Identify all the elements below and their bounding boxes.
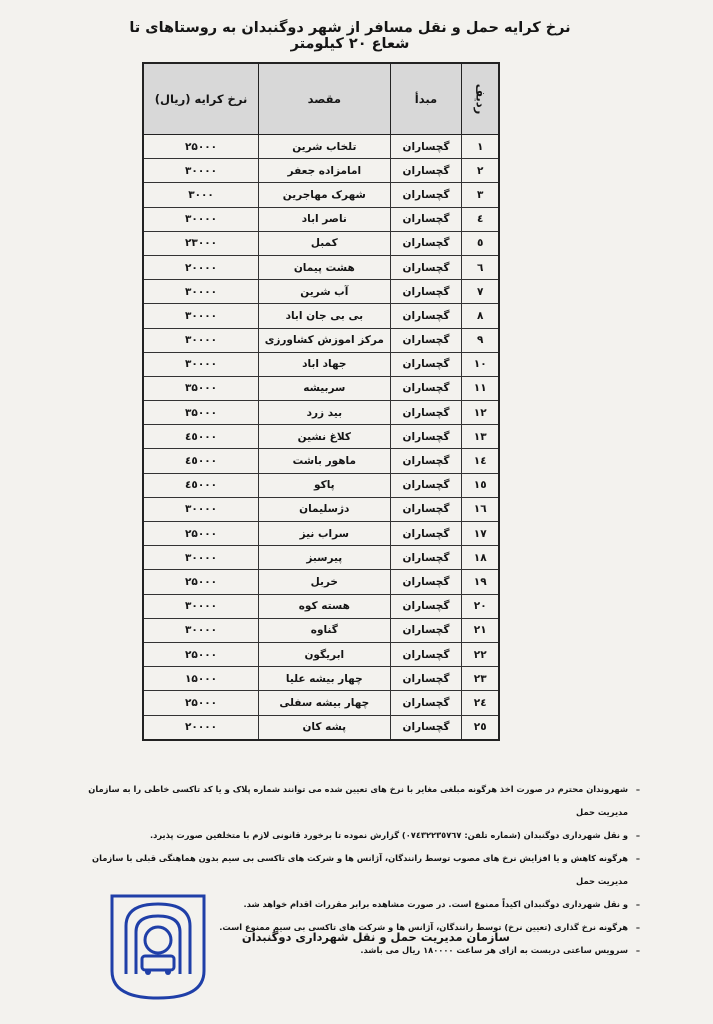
destination-cell: سربیشه bbox=[259, 376, 391, 400]
row-number-cell: ۱۰ bbox=[462, 352, 499, 376]
note-item: – و نقل شهرداری دوگنبدان اکیداً ممنوع است. در صورت مشاهده برابر مقررات اقدام خواهد شد. bbox=[70, 893, 640, 916]
destination-cell: تلخاب شرین bbox=[259, 135, 391, 159]
origin-cell: گچساران bbox=[390, 280, 462, 304]
fare-cell: ۲۰۰۰۰ bbox=[143, 715, 259, 740]
table-row bbox=[143, 280, 499, 304]
row-number-cell: ۲٤ bbox=[462, 691, 499, 715]
destination-cell: بی بی جان اباد bbox=[259, 304, 391, 328]
fare-table bbox=[142, 62, 500, 741]
row-number-cell: ۱۹ bbox=[462, 570, 499, 594]
row-number-cell: ۱۳ bbox=[462, 425, 499, 449]
row-number-cell: ۲ bbox=[462, 159, 499, 183]
origin-cell: گچساران bbox=[390, 546, 462, 570]
row-number-cell: ۹ bbox=[462, 328, 499, 352]
origin-cell: گچساران bbox=[390, 231, 462, 255]
row-number-cell: ۱۷ bbox=[462, 522, 499, 546]
fare-cell: ۳۰۰۰۰ bbox=[143, 304, 259, 328]
table-row bbox=[143, 715, 499, 740]
row-number-cell: ۱ bbox=[462, 135, 499, 159]
row-number-cell: ۱٦ bbox=[462, 497, 499, 521]
fare-cell: ۲۵۰۰۰ bbox=[143, 642, 259, 666]
fare-cell: ۳۰۰۰۰ bbox=[143, 207, 259, 231]
fare-cell: ۳۵۰۰۰ bbox=[143, 401, 259, 425]
note-item: – و نقل شهرداری دوگنبدان (شماره تلفن: ۰۷٤۳۲۲۳٥۷٦۷) گزارش نموده تا برخورد قانونی لازم با متخلفین صورت پذیرد. bbox=[70, 824, 640, 847]
destination-cell: سراب نیز bbox=[259, 522, 391, 546]
origin-cell: گچساران bbox=[390, 473, 462, 497]
table-row bbox=[143, 207, 499, 231]
fare-cell: ۱۵۰۰۰ bbox=[143, 667, 259, 691]
destination-cell: مرکز اموزش کشاورزی bbox=[259, 328, 391, 352]
note-item: – هرگونه کاهش و یا افزایش نرخ های مصوب توسط رانندگان، آژانس ها و شرکت های تاکسی بی سیم بدون هماهنگی قبلی با سازمان مدیریت حمل bbox=[70, 847, 640, 893]
row-number-cell: ۸ bbox=[462, 304, 499, 328]
origin-cell: گچساران bbox=[390, 522, 462, 546]
destination-header: مقصد bbox=[259, 63, 391, 135]
fare-cell: ۳۰۰۰۰ bbox=[143, 328, 259, 352]
destination-cell: پشه کان bbox=[259, 715, 391, 740]
table-row bbox=[143, 667, 499, 691]
table-row bbox=[143, 425, 499, 449]
row-number-cell: ٥ bbox=[462, 231, 499, 255]
row-number-cell: ۲۰ bbox=[462, 594, 499, 618]
table-row bbox=[143, 473, 499, 497]
origin-header: مبدأ bbox=[390, 63, 462, 135]
fare-cell: ۳۰۰۰۰ bbox=[143, 159, 259, 183]
destination-cell: هسته کوه bbox=[259, 594, 391, 618]
origin-cell: گچساران bbox=[390, 449, 462, 473]
origin-cell: گچساران bbox=[390, 328, 462, 352]
fare-cell: ۲۵۰۰۰ bbox=[143, 570, 259, 594]
origin-cell: گچساران bbox=[390, 715, 462, 740]
row-number-cell: ۷ bbox=[462, 280, 499, 304]
origin-cell: گچساران bbox=[390, 401, 462, 425]
origin-cell: گچساران bbox=[390, 304, 462, 328]
table-row bbox=[143, 376, 499, 400]
table-row bbox=[143, 231, 499, 255]
table-row bbox=[143, 183, 499, 207]
fare-cell: ۳۰۰۰۰ bbox=[143, 352, 259, 376]
table-row bbox=[143, 135, 499, 159]
table-row bbox=[143, 546, 499, 570]
table-row bbox=[143, 642, 499, 666]
row-number-cell: ۲۱ bbox=[462, 618, 499, 642]
municipal-stamp-logo bbox=[92, 876, 224, 1008]
origin-cell: گچساران bbox=[390, 159, 462, 183]
destination-cell: شهرک مهاجرین bbox=[259, 183, 391, 207]
fare-cell: ۳۰۰۰۰ bbox=[143, 618, 259, 642]
fare-cell: ۳۰۰۰۰ bbox=[143, 546, 259, 570]
destination-cell: آب شرین bbox=[259, 280, 391, 304]
row-number-cell: ۱٤ bbox=[462, 449, 499, 473]
destination-cell: چهار بیشه سفلی bbox=[259, 691, 391, 715]
signature-line: سازمان مدیریت حمل و نقل شهرداری دوگنبدان bbox=[241, 930, 510, 944]
destination-cell: پاکو bbox=[259, 473, 391, 497]
row-number-cell: ۲۳ bbox=[462, 667, 499, 691]
fare-cell: ۳۵۰۰۰ bbox=[143, 376, 259, 400]
origin-cell: گچساران bbox=[390, 618, 462, 642]
destination-cell: امامزاده جعفر bbox=[259, 159, 391, 183]
fare-cell: ۲۵۰۰۰ bbox=[143, 135, 259, 159]
fare-cell: ۳۰۰۰ bbox=[143, 183, 259, 207]
destination-cell: دژسلیمان bbox=[259, 497, 391, 521]
table-row bbox=[143, 449, 499, 473]
destination-cell: هشت پیمان bbox=[259, 255, 391, 279]
note-item: – هرگونه نرخ گذاری (تعیین نرخ) توسط رانندگان، آژانس ها و شرکت های تاکسی بی سیم ممنوع است. bbox=[70, 916, 640, 939]
page-title: نرخ کرایه حمل و نقل مسافر از شهر دوگنبدان به روستاهای تا شعاع ۲۰ کیلومتر bbox=[129, 20, 571, 52]
origin-cell: گچساران bbox=[390, 376, 462, 400]
table-row bbox=[143, 328, 499, 352]
fare-cell: ۲۵۰۰۰ bbox=[143, 691, 259, 715]
origin-cell: گچساران bbox=[390, 207, 462, 231]
origin-cell: گچساران bbox=[390, 667, 462, 691]
row-number-cell: ۱۸ bbox=[462, 546, 499, 570]
fare-cell: ٤٥۰۰۰ bbox=[143, 425, 259, 449]
note-item: – شهروندان محترم در صورت اخذ هرگونه مبلغی مغایر با نرخ های تعیین شده می توانند شماره پلاک و یا کد تاکسی خاطی را به سازمان مدیریت حمل bbox=[70, 778, 640, 824]
origin-cell: گچساران bbox=[390, 183, 462, 207]
origin-cell: گچساران bbox=[390, 497, 462, 521]
destination-cell: کلاغ نشین bbox=[259, 425, 391, 449]
destination-cell: کمبل bbox=[259, 231, 391, 255]
destination-cell: پیرسبز bbox=[259, 546, 391, 570]
row-number-cell: ۲٥ bbox=[462, 715, 499, 740]
fare-cell: ٤٥۰۰۰ bbox=[143, 449, 259, 473]
table-row bbox=[143, 691, 499, 715]
destination-cell: ابریگون bbox=[259, 642, 391, 666]
table-row bbox=[143, 497, 499, 521]
fare-header: نرخ کرایه (ریال) bbox=[143, 63, 259, 135]
row-number-cell: ۱۲ bbox=[462, 401, 499, 425]
destination-cell: خربل bbox=[259, 570, 391, 594]
note-item: – سرویس ساعتی دربست به ازای هر ساعت ۱۸۰۰۰۰ ریال می باشد. bbox=[70, 939, 640, 962]
origin-cell: گچساران bbox=[390, 691, 462, 715]
fare-cell: ٤٥۰۰۰ bbox=[143, 473, 259, 497]
table-row bbox=[143, 522, 499, 546]
destination-cell: گناوه bbox=[259, 618, 391, 642]
table-header-row bbox=[143, 63, 499, 135]
origin-cell: گچساران bbox=[390, 352, 462, 376]
table-row bbox=[143, 159, 499, 183]
table-row bbox=[143, 570, 499, 594]
fare-cell: ۲۵۰۰۰ bbox=[143, 522, 259, 546]
row-number-cell: ٦ bbox=[462, 255, 499, 279]
destination-cell: بید زرد bbox=[259, 401, 391, 425]
table-row bbox=[143, 594, 499, 618]
fare-cell: ۳۰۰۰۰ bbox=[143, 280, 259, 304]
origin-cell: گچساران bbox=[390, 594, 462, 618]
destination-cell: ماهور باشت bbox=[259, 449, 391, 473]
destination-cell: چهار بیشه علیا bbox=[259, 667, 391, 691]
table-row bbox=[143, 401, 499, 425]
row-number-cell: ۱۱ bbox=[462, 376, 499, 400]
fare-cell: ۳۰۰۰۰ bbox=[143, 594, 259, 618]
fare-cell: ۲۳۰۰۰ bbox=[143, 231, 259, 255]
origin-cell: گچساران bbox=[390, 135, 462, 159]
origin-cell: گچساران bbox=[390, 255, 462, 279]
table-row bbox=[143, 352, 499, 376]
table-row bbox=[143, 618, 499, 642]
fare-cell: ۲۰۰۰۰ bbox=[143, 255, 259, 279]
destination-cell: ناصر اباد bbox=[259, 207, 391, 231]
row-number-cell: ٤ bbox=[462, 207, 499, 231]
row-number-cell: ۳ bbox=[462, 183, 499, 207]
origin-cell: گچساران bbox=[390, 425, 462, 449]
table-row bbox=[143, 304, 499, 328]
origin-cell: گچساران bbox=[390, 570, 462, 594]
table-row bbox=[143, 255, 499, 279]
origin-cell: گچساران bbox=[390, 642, 462, 666]
row-number-cell: ۱٥ bbox=[462, 473, 499, 497]
fare-cell: ۳۰۰۰۰ bbox=[143, 497, 259, 521]
row-number-cell: ۲۲ bbox=[462, 642, 499, 666]
row-number-header: ردیف bbox=[462, 63, 499, 135]
destination-cell: جهاد اباد bbox=[259, 352, 391, 376]
